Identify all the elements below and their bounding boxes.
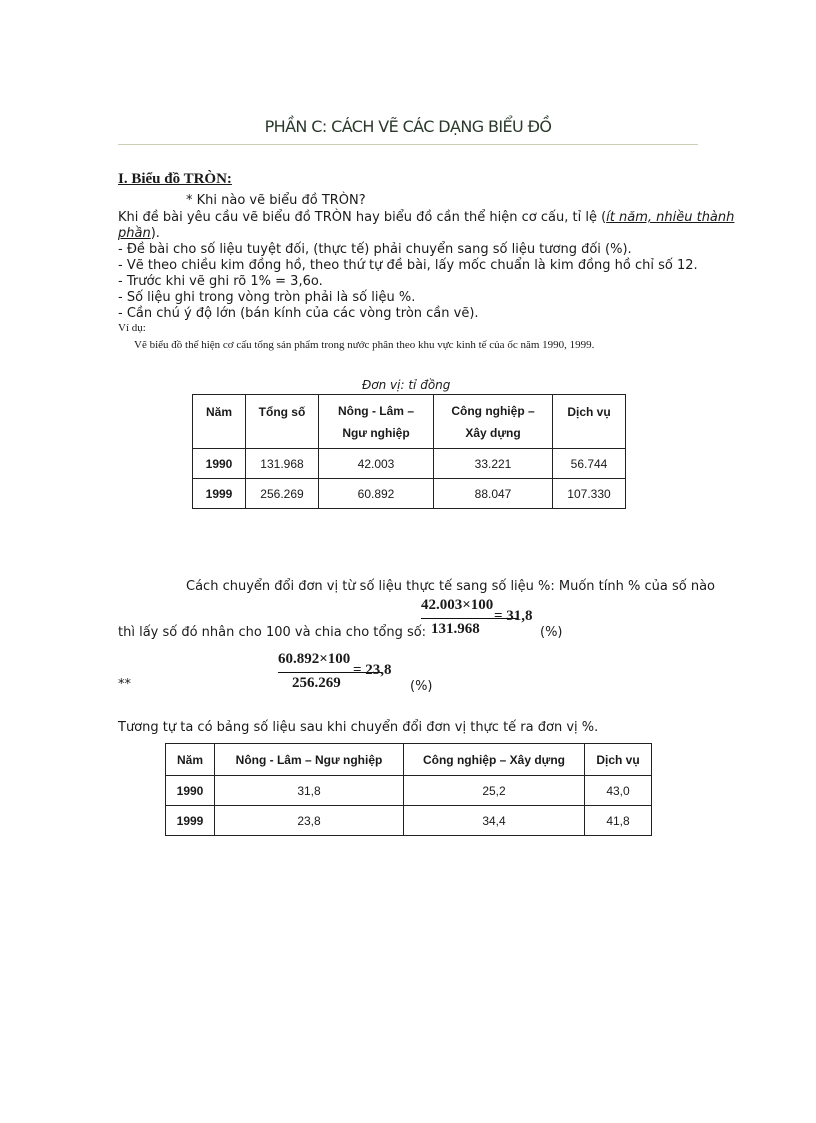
cell-industry: 34,4 (404, 806, 585, 836)
title-divider (118, 144, 698, 145)
cell-service: 41,8 (585, 806, 652, 836)
header-total: Tổng số (246, 395, 319, 449)
formula-1 (421, 597, 541, 641)
cell-total: 131.968 (246, 449, 319, 479)
cell-year: 1990 (166, 776, 215, 806)
conversion-summary: Tương tự ta có bảng số liệu sau khi chuyển đổi đơn vị thực tế ra đơn vị %. (118, 720, 599, 735)
table-header-row (166, 744, 652, 776)
cell-year: 1999 (193, 479, 246, 509)
cell-service: 107.330 (553, 479, 626, 509)
formula-2 (278, 651, 408, 695)
page-title: PHẦN C: CÁCH VẼ CÁC DẠNG BIỂU ĐỒ (264, 117, 552, 136)
unit-label: Đơn vị: tỉ đồng (362, 378, 451, 392)
section-heading: I. Biểu đồ TRÒN: (118, 171, 232, 187)
bullet-item: - Trước khi vẽ ghi rõ 1% = 3,6o. (118, 274, 323, 289)
table-row (166, 776, 652, 806)
cell-year: 1999 (166, 806, 215, 836)
table-header-row (193, 395, 626, 449)
cell-service: 56.744 (553, 449, 626, 479)
formula-1-result: = 31,8 (494, 608, 533, 624)
bullet-item: - Cần chú ý độ lớn (bán kính của các vòng tròn cần vẽ). (118, 306, 479, 321)
table-row (166, 806, 652, 836)
bullet-item: - Vẽ theo chiều kim đồng hồ, theo thứ tự đề bài, lấy mốc chuẩn là kim đồng hồ chỉ số 12. (118, 258, 698, 273)
header-service: Dịch vụ (553, 395, 626, 449)
header-year: Năm (193, 395, 246, 449)
header-agri: Nông - Lâm – Ngư nghiệp (215, 744, 404, 776)
header-industry-line1: Công nghiệp – (451, 403, 535, 418)
formula-1-numerator: 42.003×100 (421, 597, 494, 613)
formula-2-result: = 23,8 (353, 662, 392, 678)
double-asterisk: ** (118, 677, 131, 692)
cell-total: 256.269 (246, 479, 319, 509)
header-industry (434, 395, 553, 449)
percent-data-table (165, 743, 652, 836)
cell-industry: 25,2 (404, 776, 585, 806)
intro-emphasis: ít năm, nhiều thành (606, 210, 735, 225)
table-row (193, 479, 626, 509)
header-industry-line2: Xây dựng (465, 425, 521, 440)
percent-label-2: (%) (410, 679, 433, 694)
cell-agri: 23,8 (215, 806, 404, 836)
cell-agri: 42.003 (319, 449, 434, 479)
intro-text: Khi đề bài yêu cầu vẽ biểu đồ TRÒN hay biểu đồ cần thể hiện cơ cấu, tỉ lệ ( (118, 210, 607, 225)
header-agri-line2: Ngư nghiệp (342, 425, 410, 440)
table-row (193, 449, 626, 479)
cell-year: 1990 (193, 449, 246, 479)
cell-industry: 33.221 (434, 449, 553, 479)
header-agri-line1: Nông - Lâm – (337, 403, 414, 418)
header-year: Năm (166, 744, 215, 776)
example-label: Ví dụ: (118, 322, 146, 334)
conversion-line-1: Cách chuyển đổi đơn vị từ số liệu thực tế sang số liệu %: Muốn tính % của số nào (186, 579, 715, 594)
bullet-item: - Đề bài cho số liệu tuyệt đối, (thực tế) phải chuyển sang số liệu tương đối (%). (118, 242, 632, 257)
intro-line-2 (118, 226, 160, 241)
formula-2-numerator: 60.892×100 (278, 651, 351, 667)
intro-line (118, 210, 734, 225)
header-industry: Công nghiệp – Xây dựng (404, 744, 585, 776)
example-text: Vẽ biểu đồ thể hiện cơ cấu tổng sản phẩm trong nước phân theo khu vực kinh tế của ốc năm 1990, 1999. (134, 339, 595, 351)
cell-agri: 31,8 (215, 776, 404, 806)
formula-1-denominator: 131.968 (431, 621, 480, 637)
conversion-line-2: thì lấy số đó nhân cho 100 và chia cho tổng số: (118, 625, 427, 640)
formula-2-denominator: 256.269 (292, 675, 341, 691)
cell-service: 43,0 (585, 776, 652, 806)
question-line: * Khi nào vẽ biểu đồ TRÒN? (186, 193, 366, 208)
absolute-data-table (192, 394, 626, 509)
header-service: Dịch vụ (585, 744, 652, 776)
cell-agri: 60.892 (319, 479, 434, 509)
intro-end: ). (150, 226, 160, 241)
intro-emphasis-2: phần (118, 226, 151, 241)
cell-industry: 88.047 (434, 479, 553, 509)
bullet-item: - Số liệu ghi trong vòng tròn phải là số liệu %. (118, 290, 416, 305)
header-agri (319, 395, 434, 449)
percent-label-1: (%) (540, 625, 563, 640)
